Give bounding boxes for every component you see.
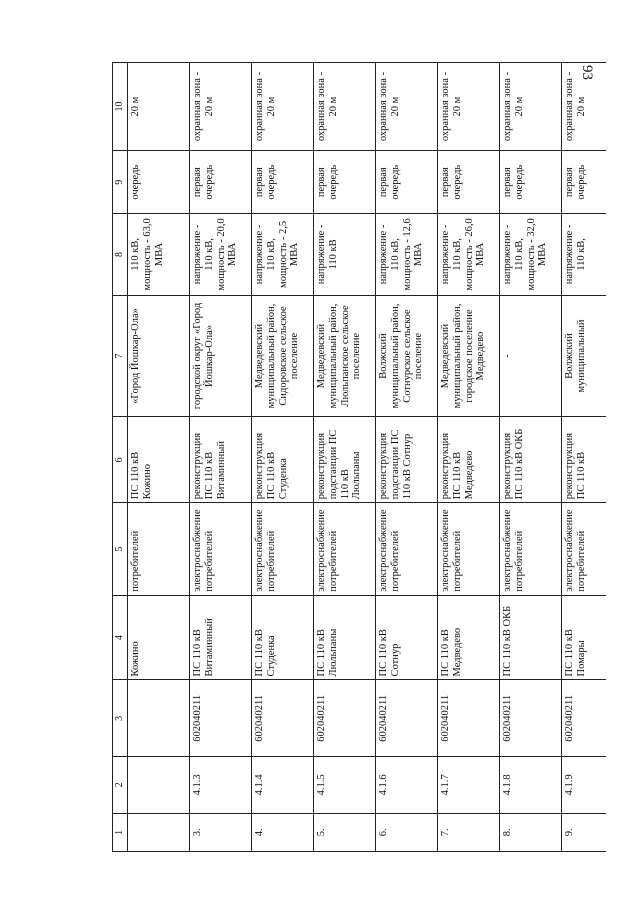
stage-cell: первая очередь — [500, 151, 562, 214]
object-name-cell: ПС 110 кВ ОКБ — [500, 595, 562, 680]
object-name-cell: ПС 110 кВ Помары — [562, 595, 607, 680]
table-header-row — [113, 63, 128, 852]
purpose-cell: электроснабжение потребителей — [252, 503, 314, 596]
characteristics-cell: напряжение - 110 кВ, — [562, 214, 607, 295]
item-code-cell: 4.1.7 — [438, 757, 500, 813]
works-cell: реконструкция ПС 110 кВ Медведево — [438, 417, 500, 503]
location-cell: Медведевский муниципальный район, Сидоровское сельское поселение — [252, 295, 314, 417]
table-row — [376, 63, 438, 852]
purpose-cell: электроснабжение потребителей — [562, 503, 607, 596]
stage-cell: первая очередь — [252, 151, 314, 214]
purpose-cell: электроснабжение потребителей — [500, 503, 562, 596]
characteristics-cell: напряжение - 110 кВ — [314, 214, 376, 295]
object-name-cell: ПС 110 кВ Люльпаны — [314, 595, 376, 680]
works-cell: реконструкция ПС 110 кВ Витаминный — [190, 417, 252, 503]
row-number-cell: 7. — [438, 813, 500, 851]
stage-cell: первая очередь — [376, 151, 438, 214]
object-name-cell: ПС 110 кВ Витаминный — [190, 595, 252, 680]
row-number-cell: 3. — [190, 813, 252, 851]
zone-cell: охранная зона - 20 м — [562, 63, 607, 151]
zone-cell: охранная зона - 20 м — [252, 63, 314, 151]
column-header: 6 — [113, 417, 128, 503]
object-name-cell: ПС 110 кВ Медведево — [438, 595, 500, 680]
location-cell: городской округ «Город Йошкар-Ола» — [190, 295, 252, 417]
characteristics-cell: напряжение - 110 кВ, мощность - 20,0 МВА — [190, 214, 252, 295]
zone-cell: 20 м — [128, 63, 190, 151]
table-row — [314, 63, 376, 852]
stage-cell: первая очередь — [314, 151, 376, 214]
object-code-cell: 602040211 — [314, 680, 376, 757]
characteristics-cell: напряжение - 110 кВ, мощность - 26,0 МВА — [438, 214, 500, 295]
object-code-cell: 602040211 — [190, 680, 252, 757]
object-code-cell: 602040211 — [252, 680, 314, 757]
location-cell: - — [500, 295, 562, 417]
zone-cell: охранная зона - 20 м — [314, 63, 376, 151]
characteristics-cell: 110 кВ, мощность - 63,0 МВА — [128, 214, 190, 295]
works-cell: реконструкция подстанции ПС 110 кВ Сотнур — [376, 417, 438, 503]
column-header: 2 — [113, 757, 128, 813]
column-header: 3 — [113, 680, 128, 757]
location-cell: Медведевский муниципальный район, городское поселение Медведево — [438, 295, 500, 417]
column-header: 9 — [113, 151, 128, 214]
works-cell: реконструкция ПС 110 кВ — [562, 417, 607, 503]
column-header: 10 — [113, 63, 128, 151]
table-row — [562, 63, 607, 852]
row-number-cell: 8. — [500, 813, 562, 851]
document-table — [112, 62, 606, 852]
location-cell: «Город Йошкар-Ола» — [128, 295, 190, 417]
table-row — [252, 63, 314, 852]
row-number-cell: 6. — [376, 813, 438, 851]
object-code-cell: 602040211 — [438, 680, 500, 757]
table-row — [500, 63, 562, 852]
works-cell: реконструкция подстанции ПС 110 кВ Люльпаны — [314, 417, 376, 503]
item-code-cell: 4.1.4 — [252, 757, 314, 813]
stage-cell: первая очередь — [562, 151, 607, 214]
stage-cell: первая очередь — [438, 151, 500, 214]
item-code-cell: 4.1.9 — [562, 757, 607, 813]
object-code-cell: 602040211 — [376, 680, 438, 757]
location-cell: Медведевский муниципальный район, Люльпанское сельское поселение — [314, 295, 376, 417]
column-header: 8 — [113, 214, 128, 295]
characteristics-cell: напряжение - 110 кВ, мощность - 2,5 МВА — [252, 214, 314, 295]
purpose-cell: электроснабжение потребителей — [438, 503, 500, 596]
zone-cell: охранная зона - 20 м — [500, 63, 562, 151]
zone-cell: охранная зона - 20 м — [376, 63, 438, 151]
item-code-cell: 4.1.6 — [376, 757, 438, 813]
zone-cell: охранная зона - 20 м — [190, 63, 252, 151]
characteristics-cell: напряжение - 110 кВ, мощность - 12,6 МВА — [376, 214, 438, 295]
row-number-cell: 9. — [562, 813, 607, 851]
object-code-cell: 602040211 — [562, 680, 607, 757]
column-header: 4 — [113, 595, 128, 680]
object-name-cell: ПС 110 кВ Студенка — [252, 595, 314, 680]
item-code-cell: 4.1.8 — [500, 757, 562, 813]
page-number: 93 — [579, 65, 595, 80]
row-number-cell: 5. — [314, 813, 376, 851]
row-number-cell — [128, 813, 190, 851]
table-row — [190, 63, 252, 852]
purpose-cell: потребителей — [128, 503, 190, 596]
object-code-cell — [128, 680, 190, 757]
works-cell: реконструкция ПС 110 кВ Студенка — [252, 417, 314, 503]
row-number-cell: 4. — [252, 813, 314, 851]
purpose-cell: электроснабжение потребителей — [190, 503, 252, 596]
location-cell: Волжский муниципальный — [562, 295, 607, 417]
characteristics-cell: напряжение - 110 кВ, мощность - 32,0 МВА — [500, 214, 562, 295]
rotated-table-content — [112, 62, 606, 852]
location-cell: Волжский муниципальный район, Сотнурское сельское поселение — [376, 295, 438, 417]
object-name-cell: ПС 110 кВ Сотнур — [376, 595, 438, 680]
zone-cell: охранная зона - 20 м — [438, 63, 500, 151]
works-cell: ПС 110 кВ Кожино — [128, 417, 190, 503]
object-code-cell: 602040211 — [500, 680, 562, 757]
item-code-cell: 4.1.5 — [314, 757, 376, 813]
stage-cell: первая очередь — [190, 151, 252, 214]
column-header: 7 — [113, 295, 128, 417]
column-header: 5 — [113, 503, 128, 596]
item-code-cell — [128, 757, 190, 813]
column-header: 1 — [113, 813, 128, 851]
purpose-cell: электроснабжение потребителей — [314, 503, 376, 596]
table-row — [438, 63, 500, 852]
stage-cell: очередь — [128, 151, 190, 214]
works-cell: реконструкция ПС 110 кВ ОКБ — [500, 417, 562, 503]
item-code-cell: 4.1.3 — [190, 757, 252, 813]
rotated-table-frame — [112, 62, 606, 852]
table-row — [128, 63, 190, 852]
object-name-cell: Кожино — [128, 595, 190, 680]
purpose-cell: электроснабжение потребителей — [376, 503, 438, 596]
